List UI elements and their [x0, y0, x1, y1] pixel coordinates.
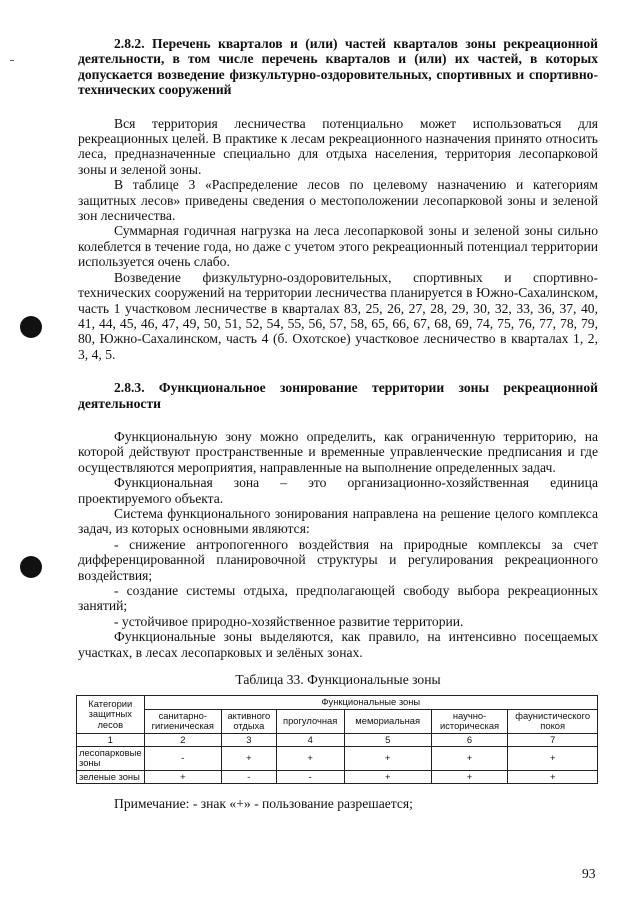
table-row [77, 747, 598, 771]
table-row [77, 770, 598, 783]
paragraph: Функциональные зоны выделяются, как правило, на интенсивно посещаемых участках, в лесах лесопарковых и зелёных зонах. [78, 629, 598, 660]
section-282-body [78, 116, 598, 363]
list-item: - создание системы отдыха, предполагающей свободу выбора рекреационных занятий; [78, 583, 598, 614]
table-cell: + [508, 770, 598, 783]
table-cell: - [222, 770, 277, 783]
column-number: 2 [144, 733, 221, 746]
row-category: лесопарковые зоны [77, 747, 145, 771]
table-subheader-row [77, 709, 598, 733]
section-283-body [78, 429, 598, 660]
column-number: 6 [431, 733, 508, 746]
table-cell: + [144, 770, 221, 783]
section-283-heading: 2.8.3. Функциональное зонирование территории зоны рекреационной деятельности [78, 380, 598, 411]
header-zones-group: Функциональные зоны [144, 696, 597, 709]
punch-hole-bottom [20, 556, 42, 578]
list-item: - снижение антропогенного воздействия на природные комплексы за счет дифференцированной планировочной структуры и регулирования рекреационного воздействия; [78, 536, 598, 583]
table-cell: + [431, 747, 508, 771]
column-number: 7 [508, 733, 598, 746]
paragraph: В таблице 3 «Распределение лесов по целевому назначению и категориям защитных лесов» приведены сведения о местоположении лесопарковой зоны и зеленой зон лесничества. [78, 177, 598, 224]
column-number: 4 [276, 733, 344, 746]
column-number: 5 [344, 733, 431, 746]
table-cell: + [508, 747, 598, 771]
page-number: 93 [582, 866, 596, 881]
header-zone: прогулочная [276, 709, 344, 733]
header-zone: санитарно-гигиеническая [144, 709, 221, 733]
list-item: - устойчивое природно-хозяйственное развитие территории. [114, 613, 464, 629]
row-category: зеленые зоны [77, 770, 145, 783]
section-282-heading: 2.8.2. Перечень кварталов и (или) частей кварталов зоны рекреационной деятельности, в том числе перечень кварталов и (или) их частей, в которых допускается возведение физкультурно-оздоровительных, спортивных и спортивно-технических сооружений [78, 36, 598, 98]
header-zone: мемориальная [344, 709, 431, 733]
paragraph: Система функционального зонирования направлена на решение целого комплекса задач, из которых основными являются: [78, 505, 598, 537]
table-cell: - [276, 770, 344, 783]
table-note: Примечание: - знак «+» - пользование разрешается; [114, 796, 413, 812]
table-cell: + [276, 747, 344, 771]
table-header-row [77, 696, 598, 709]
scan-speck [10, 60, 14, 61]
table-caption: Таблица 33. Функциональные зоны [235, 672, 441, 688]
paragraph: Возведение физкультурно-оздоровительных, спортивных и спортивно-технических сооружений на территории лесничества планируется в Южно-Сахалинском, часть 1 участковом лесничестве в кварталах 83, 25, 26, 27, 28, 29, 30, 32, 33, 36, 37, 40, 41, 44, 45, 46, 47, 49, 50, 51, 52, 54, 55, 56, 57, 58, 65, 66, 67, 68, 69, 74, 75, 76, 77, 78, 79, 80, Южно-Сахалинском, часть 4 (б. Охотское) участковое лесничество в кварталах 1, 2, 3, 4, 5. [78, 269, 598, 362]
table-cell: + [344, 747, 431, 771]
page-content [78, 36, 598, 812]
column-number: 1 [77, 733, 145, 746]
table-cell: + [431, 770, 508, 783]
paragraph: Функциональную зону можно определить, как ограниченную территорию, на которой действуют пространственные и временные управленческие предписания и где осуществляются мероприятия, направленные на выполнение определенных задач. [78, 428, 598, 475]
header-zone: активного отдыха [222, 709, 277, 733]
table-cell: + [222, 747, 277, 771]
column-number: 3 [222, 733, 277, 746]
header-zone: фаунистического покоя [508, 709, 598, 733]
column-number-row [77, 733, 598, 746]
paragraph: Суммарная годичная нагрузка на леса лесопарковой зоны и зеленой зоны сильно колеблется в течение года, но даже с учетом этого рекреационный потенциал территории используется очень слабо. [78, 223, 598, 270]
paragraph: Функциональная зона – это организационно-хозяйственная единица проектируемого объекта. [78, 475, 598, 506]
functional-zones-table [76, 695, 598, 784]
header-category: Категории защитных лесов [77, 696, 145, 733]
table-cell: + [344, 770, 431, 783]
punch-hole-top [20, 316, 42, 338]
header-zone: научно-историческая [431, 709, 508, 733]
table-cell: - [144, 747, 221, 771]
paragraph: Вся территория лесничества потенциально может использоваться для рекреационных целей. В практике к лесам рекреационного назначения принято относить леса, предназначенные специально для отдыха населения, территория лесопарковой зоны и зеленой зоны. [78, 115, 598, 177]
